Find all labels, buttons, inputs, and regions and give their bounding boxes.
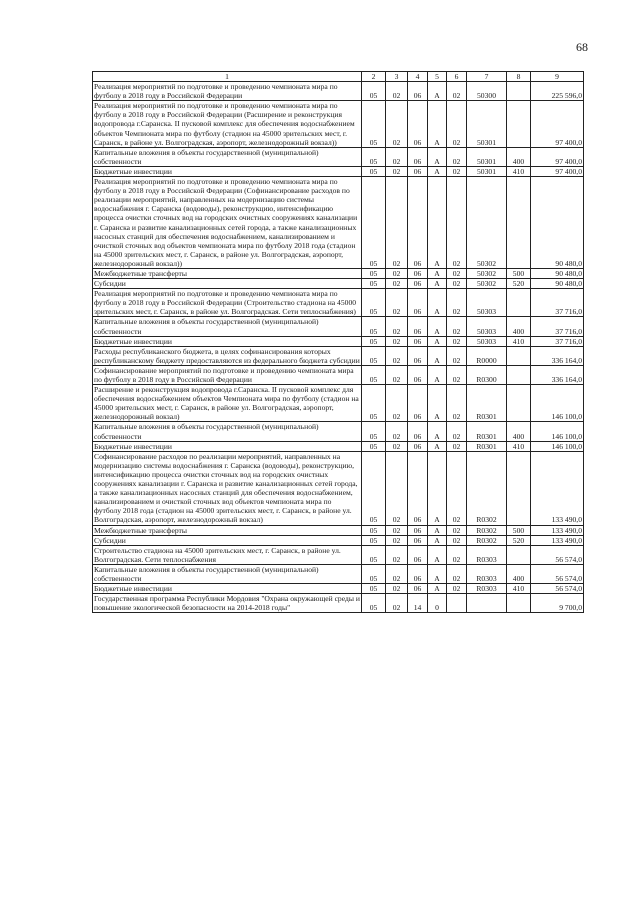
- program-code: 06: [408, 82, 428, 101]
- subsection-code: 02: [386, 177, 408, 269]
- amount: 90 480,0: [531, 268, 584, 278]
- subprogram-code: А: [428, 279, 447, 289]
- table-row: [93, 535, 584, 545]
- table-row: [93, 289, 584, 317]
- subprogram-code: А: [428, 346, 447, 365]
- target-article-code: 50301: [467, 147, 507, 166]
- expense-type-code: [507, 365, 531, 384]
- table-row: [93, 594, 584, 613]
- target-article-code: R0303: [467, 564, 507, 583]
- expense-type-code: 410: [507, 336, 531, 346]
- subprogram-code: А: [428, 289, 447, 317]
- column-header: 1: [93, 72, 362, 82]
- target-article-code: R0302: [467, 535, 507, 545]
- program-code: 06: [408, 365, 428, 384]
- activity-code: 02: [447, 365, 467, 384]
- activity-code: [447, 594, 467, 613]
- section-code: 05: [362, 279, 386, 289]
- activity-code: 02: [447, 525, 467, 535]
- expense-type-code: [507, 82, 531, 101]
- row-description: Строительство стадиона на 45000 зрительских мест, г. Саранск, в районе ул. Волгоградская. Сети теплоснабжения: [93, 545, 362, 564]
- section-code: 05: [362, 101, 386, 147]
- subprogram-code: А: [428, 545, 447, 564]
- program-code: 06: [408, 177, 428, 269]
- program-code: 06: [408, 166, 428, 176]
- section-code: 05: [362, 147, 386, 166]
- target-article-code: [467, 594, 507, 613]
- column-header: 5: [428, 72, 447, 82]
- expense-type-code: [507, 451, 531, 525]
- subsection-code: 02: [386, 317, 408, 336]
- table-row: [93, 385, 584, 422]
- subsection-code: 02: [386, 385, 408, 422]
- amount: 146 100,0: [531, 441, 584, 451]
- expense-type-code: [507, 101, 531, 147]
- activity-code: 02: [447, 289, 467, 317]
- row-description: Реализация мероприятий по подготовке и проведению чемпионата мира по футболу в 2018 году в Российской Федерации (Софинансирование расходов по реализации мероприятий, направленных на модернизацию системы водоснабжения г. Саранска (водоводы), реконструкцию, интенсификацию процесса очистки сточных вод на городских очистных сооружениях канализации г. Саранска и развитие канализационных сетей города, а также канализационных насосных станций для обеспечения водоснабжением, канализированием и очисткой сточных вод объектов чемпионата мира по футболу 2018 года (стадион на 45000 зрительских мест, г. Саранск, в районе ул. Волгоградская, аэропорт, железнодорожный вокзал)): [93, 177, 362, 269]
- section-code: 05: [362, 451, 386, 525]
- target-article-code: R0301: [467, 441, 507, 451]
- program-code: 06: [408, 289, 428, 317]
- subprogram-code: А: [428, 101, 447, 147]
- table-row: [93, 268, 584, 278]
- page-number: 68: [576, 40, 588, 54]
- program-code: 06: [408, 147, 428, 166]
- activity-code: 02: [447, 584, 467, 594]
- amount: 97 400,0: [531, 166, 584, 176]
- subsection-code: 02: [386, 268, 408, 278]
- expense-type-code: [507, 346, 531, 365]
- subprogram-code: А: [428, 147, 447, 166]
- program-code: 06: [408, 535, 428, 545]
- column-header: 2: [362, 72, 386, 82]
- expense-type-code: 410: [507, 584, 531, 594]
- section-code: 05: [362, 268, 386, 278]
- row-description: Бюджетные инвестиции: [93, 336, 362, 346]
- row-description: Субсидии: [93, 279, 362, 289]
- section-code: 05: [362, 346, 386, 365]
- section-code: 05: [362, 422, 386, 441]
- program-code: 06: [408, 584, 428, 594]
- activity-code: 02: [447, 535, 467, 545]
- target-article-code: 50303: [467, 336, 507, 346]
- activity-code: 02: [447, 441, 467, 451]
- target-article-code: R0302: [467, 525, 507, 535]
- target-article-code: 50303: [467, 317, 507, 336]
- row-description: Капитальные вложения в объекты государственной (муниципальной) собственности: [93, 147, 362, 166]
- activity-code: 02: [447, 101, 467, 147]
- subsection-code: 02: [386, 365, 408, 384]
- section-code: 05: [362, 365, 386, 384]
- expense-type-code: 400: [507, 564, 531, 583]
- section-code: 05: [362, 317, 386, 336]
- expense-type-code: 500: [507, 268, 531, 278]
- subsection-code: 02: [386, 451, 408, 525]
- table-row: [93, 441, 584, 451]
- amount: 56 574,0: [531, 584, 584, 594]
- amount: 56 574,0: [531, 564, 584, 583]
- table-row: [93, 82, 584, 101]
- expense-type-code: [507, 594, 531, 613]
- program-code: 06: [408, 317, 428, 336]
- table-row: [93, 147, 584, 166]
- target-article-code: 50302: [467, 279, 507, 289]
- subsection-code: 02: [386, 336, 408, 346]
- subprogram-code: А: [428, 336, 447, 346]
- activity-code: 02: [447, 422, 467, 441]
- section-code: 05: [362, 564, 386, 583]
- program-code: 06: [408, 346, 428, 365]
- table-row: [93, 317, 584, 336]
- column-header: 6: [447, 72, 467, 82]
- section-code: 05: [362, 525, 386, 535]
- amount: 37 716,0: [531, 289, 584, 317]
- activity-code: 02: [447, 564, 467, 583]
- activity-code: 02: [447, 147, 467, 166]
- activity-code: 02: [447, 82, 467, 101]
- subprogram-code: А: [428, 525, 447, 535]
- section-code: 05: [362, 289, 386, 317]
- amount: 37 716,0: [531, 336, 584, 346]
- subprogram-code: А: [428, 268, 447, 278]
- section-code: 05: [362, 82, 386, 101]
- table-row: [93, 101, 584, 147]
- row-description: Софинансирование мероприятий по подготовке и проведению чемпионата мира по футболу в 2018 году в Российской Федерации: [93, 365, 362, 384]
- row-description: Бюджетные инвестиции: [93, 584, 362, 594]
- activity-code: 02: [447, 317, 467, 336]
- subsection-code: 02: [386, 422, 408, 441]
- row-description: Межбюджетные трансферты: [93, 268, 362, 278]
- expense-type-code: 410: [507, 441, 531, 451]
- expense-type-code: 400: [507, 317, 531, 336]
- table-row: [93, 365, 584, 384]
- program-code: 06: [408, 525, 428, 535]
- subsection-code: 02: [386, 545, 408, 564]
- row-description: Реализация мероприятий по подготовке и проведению чемпионата мира по футболу в 2018 году в Российской Федерации: [93, 82, 362, 101]
- program-code: 06: [408, 545, 428, 564]
- row-description: Реализация мероприятий по подготовке и проведению чемпионата мира по футболу в 2018 году в Российской Федерации (Строительство стадиона на 45000 зрительских мест, г. Саранск, в районе ул. Волгоградская. Сети теплоснабжения): [93, 289, 362, 317]
- row-description: Расходы республиканского бюджета, в целях софинансирования которых республиканскому бюджету предоставляются из федерального бюджета субсидии: [94, 346, 360, 365]
- subprogram-code: А: [428, 584, 447, 594]
- amount: 90 480,0: [531, 279, 584, 289]
- table-header-row: [93, 72, 584, 82]
- column-header: 9: [531, 72, 584, 82]
- activity-code: 02: [447, 177, 467, 269]
- section-code: 05: [362, 535, 386, 545]
- amount: 133 490,0: [531, 535, 584, 545]
- amount: 133 490,0: [531, 451, 584, 525]
- subprogram-code: А: [428, 385, 447, 422]
- budget-table: [92, 71, 584, 613]
- subprogram-code: А: [428, 365, 447, 384]
- row-description: Межбюджетные трансферты: [93, 525, 362, 535]
- table-row: [93, 451, 584, 525]
- activity-code: 02: [447, 385, 467, 422]
- program-code: 06: [408, 564, 428, 583]
- target-article-code: R0000: [467, 346, 507, 365]
- activity-code: 02: [447, 268, 467, 278]
- column-header: 3: [386, 72, 408, 82]
- subsection-code: 02: [386, 289, 408, 317]
- table-row: [93, 422, 584, 441]
- expense-type-code: [507, 177, 531, 269]
- amount: 97 400,0: [531, 101, 584, 147]
- target-article-code: R0303: [467, 584, 507, 594]
- amount: 336 164,0: [531, 346, 584, 365]
- column-header: 7: [467, 72, 507, 82]
- program-code: 06: [408, 101, 428, 147]
- amount: 336 164,0: [531, 365, 584, 384]
- target-article-code: 50300: [467, 82, 507, 101]
- subprogram-code: А: [428, 451, 447, 525]
- expense-type-code: 520: [507, 279, 531, 289]
- program-code: 06: [408, 279, 428, 289]
- table-row: [93, 346, 584, 365]
- row-description: Капитальные вложения в объекты государственной (муниципальной) собственности: [93, 564, 362, 583]
- table-row: [93, 279, 584, 289]
- subsection-code: 02: [386, 564, 408, 583]
- amount: 97 400,0: [531, 147, 584, 166]
- subsection-code: 02: [386, 535, 408, 545]
- row-description: Расширение и реконструкция водопровода г.Саранска. II пусковой комплекс для обеспечения водоснабжением объектов Чемпионата мира по футболу (стадион на 45000 зрительских мест, г. Саранск, в районе ул. Волгоградская, аэропорт, железнодорожный вокзал): [93, 385, 362, 422]
- amount: 133 490,0: [531, 525, 584, 535]
- program-code: 06: [408, 385, 428, 422]
- subsection-code: 02: [386, 441, 408, 451]
- row-description: Реализация мероприятий по подготовке и проведению чемпионата мира по футболу в 2018 году в Российской Федерации (Расширение и реконструкция водопровода г.Саранска. II пусковой комплекс для обеспечения водоснабжением объектов Чемпионата мира по футболу (стадион на 45000 зрительских мест, г. Саранск, в районе ул. Волгоградская, аэропорт, железнодорожный вокзал)): [93, 101, 362, 147]
- row-description: Государственная программа Республики Мордовия "Охрана окружающей среды и повышение экологической безопасности на 2014-2018 годы": [94, 594, 360, 613]
- expense-type-code: 400: [507, 422, 531, 441]
- activity-code: 02: [447, 545, 467, 564]
- target-article-code: R0301: [467, 422, 507, 441]
- subprogram-code: А: [428, 166, 447, 176]
- subsection-code: 02: [386, 147, 408, 166]
- row-description: Бюджетные инвестиции: [93, 166, 362, 176]
- amount: 146 100,0: [531, 385, 584, 422]
- target-article-code: R0301: [467, 385, 507, 422]
- subsection-code: 02: [386, 525, 408, 535]
- subsection-code: 02: [386, 594, 408, 613]
- section-code: 05: [362, 441, 386, 451]
- program-code: 06: [408, 451, 428, 525]
- target-article-code: 50301: [467, 166, 507, 176]
- target-article-code: 50302: [467, 268, 507, 278]
- column-header: 4: [408, 72, 428, 82]
- amount: 56 574,0: [531, 545, 584, 564]
- subsection-code: 02: [386, 101, 408, 147]
- activity-code: 02: [447, 166, 467, 176]
- row-description: Бюджетные инвестиции: [93, 441, 362, 451]
- program-code: 06: [408, 336, 428, 346]
- target-article-code: 50301: [467, 101, 507, 147]
- expense-type-code: 500: [507, 525, 531, 535]
- column-header: 8: [507, 72, 531, 82]
- row-description: Капитальные вложения в объекты государственной (муниципальной) собственности: [93, 317, 362, 336]
- subprogram-code: А: [428, 82, 447, 101]
- subprogram-code: А: [428, 317, 447, 336]
- target-article-code: R0302: [467, 451, 507, 525]
- subprogram-code: А: [428, 564, 447, 583]
- table-row: [93, 166, 584, 176]
- amount: 90 480,0: [531, 177, 584, 269]
- section-code: 05: [362, 177, 386, 269]
- amount: 9 700,0: [531, 594, 584, 613]
- activity-code: 02: [447, 451, 467, 525]
- subprogram-code: А: [428, 441, 447, 451]
- expense-type-code: [507, 385, 531, 422]
- expense-type-code: [507, 545, 531, 564]
- table-row: [93, 564, 584, 583]
- expense-type-code: 410: [507, 166, 531, 176]
- section-code: 05: [362, 545, 386, 564]
- section-code: 05: [362, 385, 386, 422]
- subsection-code: 02: [386, 279, 408, 289]
- subprogram-code: А: [428, 177, 447, 269]
- target-article-code: R0303: [467, 545, 507, 564]
- amount: 146 100,0: [531, 422, 584, 441]
- row-description: Субсидии: [93, 535, 362, 545]
- subprogram-code: А: [428, 422, 447, 441]
- section-code: 05: [362, 166, 386, 176]
- amount: 37 716,0: [531, 317, 584, 336]
- table-row: [93, 525, 584, 535]
- table-row: [93, 584, 584, 594]
- program-code: 14: [408, 594, 428, 613]
- expense-type-code: 400: [507, 147, 531, 166]
- program-code: 06: [408, 422, 428, 441]
- table-row: [93, 545, 584, 564]
- target-article-code: 50303: [467, 289, 507, 317]
- target-article-code: 50302: [467, 177, 507, 269]
- section-code: 05: [362, 584, 386, 594]
- activity-code: 02: [447, 336, 467, 346]
- subsection-code: 02: [386, 166, 408, 176]
- table-row: [93, 336, 584, 346]
- expense-type-code: 520: [507, 535, 531, 545]
- row-description: Капитальные вложения в объекты государственной (муниципальной) собственности: [93, 422, 362, 441]
- section-code: 05: [362, 336, 386, 346]
- table-body: [93, 72, 584, 613]
- subsection-code: 02: [386, 584, 408, 594]
- activity-code: 02: [447, 346, 467, 365]
- subsection-code: 02: [386, 82, 408, 101]
- section-code: 05: [362, 594, 386, 613]
- expense-type-code: [507, 289, 531, 317]
- program-code: 06: [408, 268, 428, 278]
- program-code: 06: [408, 441, 428, 451]
- target-article-code: R0300: [467, 365, 507, 384]
- subprogram-code: 0: [428, 594, 447, 613]
- amount: 225 596,0: [531, 82, 584, 101]
- activity-code: 02: [447, 279, 467, 289]
- table-row: [93, 177, 584, 269]
- row-description: Софинансирование расходов по реализации мероприятий, направленных на модернизацию системы водоснабжения г. Саранска (водоводы), реконструкцию, интенсификацию процесса очистки сточных вод на городских очистных сооружениях канализации г. Саранска и развитие канализационных сетей города, а также канализационных насосных станций для обеспечения водоснабжением, канализированием и очисткой сточных вод объектов чемпионата мира по футболу 2018 года (стадион на 45000 зрительских мест, г. Саранск, в районе ул. Волгоградская, аэропорт, железнодорожный вокзал): [93, 451, 362, 525]
- subprogram-code: А: [428, 535, 447, 545]
- subsection-code: 02: [386, 346, 408, 365]
